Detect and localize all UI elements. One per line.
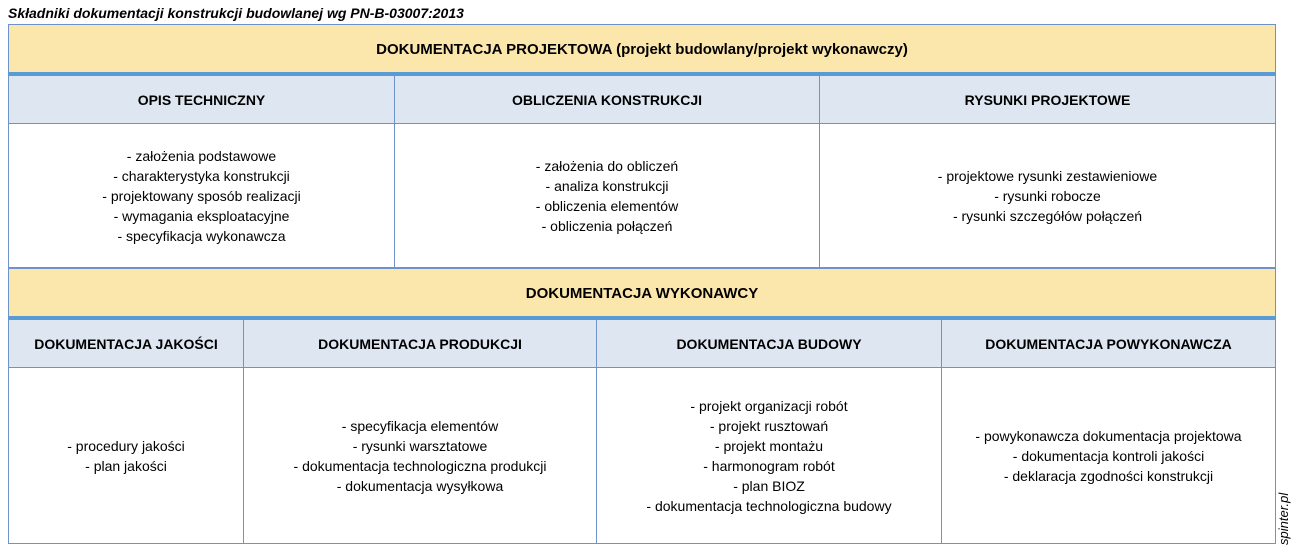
list-item: - obliczenia elementów [535, 197, 679, 214]
list-item: - dokumentacja technologiczna budowy [646, 497, 892, 514]
column-header-opis-techniczny: OPIS TECHNICZNY [8, 75, 395, 124]
list-item: - procedury jakości [67, 437, 185, 454]
list-item: - specyfikacja elementów [341, 417, 499, 434]
design-documentation-header: DOKUMENTACJA PROJEKTOWA (projekt budowlany/projekt wykonawczy) [8, 24, 1276, 74]
column-body-jakosc [8, 367, 244, 544]
item-list [102, 146, 300, 246]
column-body-produkcja [243, 367, 597, 544]
watermark: spinter.pl [1276, 492, 1291, 545]
list-item: - projekt rusztowań [709, 417, 829, 434]
list-item: - rysunki szczegółów połączeń [952, 207, 1143, 224]
column-body-powykonawcza [941, 367, 1276, 544]
column-body-rysunki [819, 123, 1276, 268]
column-body-opis-techniczny [8, 123, 395, 268]
list-item: - założenia podstawowe [126, 147, 277, 164]
column-body-budowa [596, 367, 942, 544]
list-item: - dokumentacja technologiczna produkcji [293, 457, 547, 474]
item-list [938, 166, 1157, 226]
list-item: - projekt organizacji robót [690, 397, 848, 414]
item-list [646, 396, 891, 516]
column-header-budowa: DOKUMENTACJA BUDOWY [596, 319, 942, 368]
list-item: - dokumentacja wysyłkowa [336, 477, 504, 494]
list-item: - plan BIOZ [733, 477, 805, 494]
item-list [975, 426, 1241, 486]
list-item: - harmonogram robót [703, 457, 835, 474]
column-header-rysunki: RYSUNKI PROJEKTOWE [819, 75, 1276, 124]
column-body-obliczenia [394, 123, 820, 268]
column-header-obliczenia: OBLICZENIA KONSTRUKCJI [394, 75, 820, 124]
list-item: - projekt montażu [714, 437, 824, 454]
column-header-jakosc: DOKUMENTACJA JAKOŚCI [8, 319, 244, 368]
column-header-powykonawcza: DOKUMENTACJA POWYKONAWCZA [941, 319, 1276, 368]
item-list [536, 156, 678, 236]
diagram-title: Składniki dokumentacji konstrukcji budowlanej wg PN-B-03007:2013 [8, 5, 464, 21]
list-item: - dokumentacja kontroli jakości [1012, 447, 1205, 464]
list-item: - plan jakości [85, 457, 167, 474]
list-item: - obliczenia połączeń [541, 217, 673, 234]
list-item: - projektowany sposób realizacji [102, 187, 301, 204]
list-item: - specyfikacja wykonawcza [117, 227, 286, 244]
item-list [67, 436, 185, 476]
list-item: - założenia do obliczeń [535, 157, 679, 174]
list-item: - rysunki warsztatowe [352, 437, 488, 454]
column-header-produkcja: DOKUMENTACJA PRODUKCJI [243, 319, 597, 368]
list-item: - analiza konstrukcji [545, 177, 669, 194]
list-item: - powykonawcza dokumentacja projektowa [975, 427, 1242, 444]
list-item: - charakterystyka konstrukcji [113, 167, 290, 184]
contractor-documentation-header: DOKUMENTACJA WYKONAWCY [8, 268, 1276, 318]
item-list [294, 416, 547, 496]
list-item: - deklaracja zgodności konstrukcji [1003, 467, 1214, 484]
list-item: - rysunki robocze [994, 187, 1101, 204]
list-item: - projektowe rysunki zestawieniowe [937, 167, 1158, 184]
list-item: - wymagania eksploatacyjne [113, 207, 290, 224]
